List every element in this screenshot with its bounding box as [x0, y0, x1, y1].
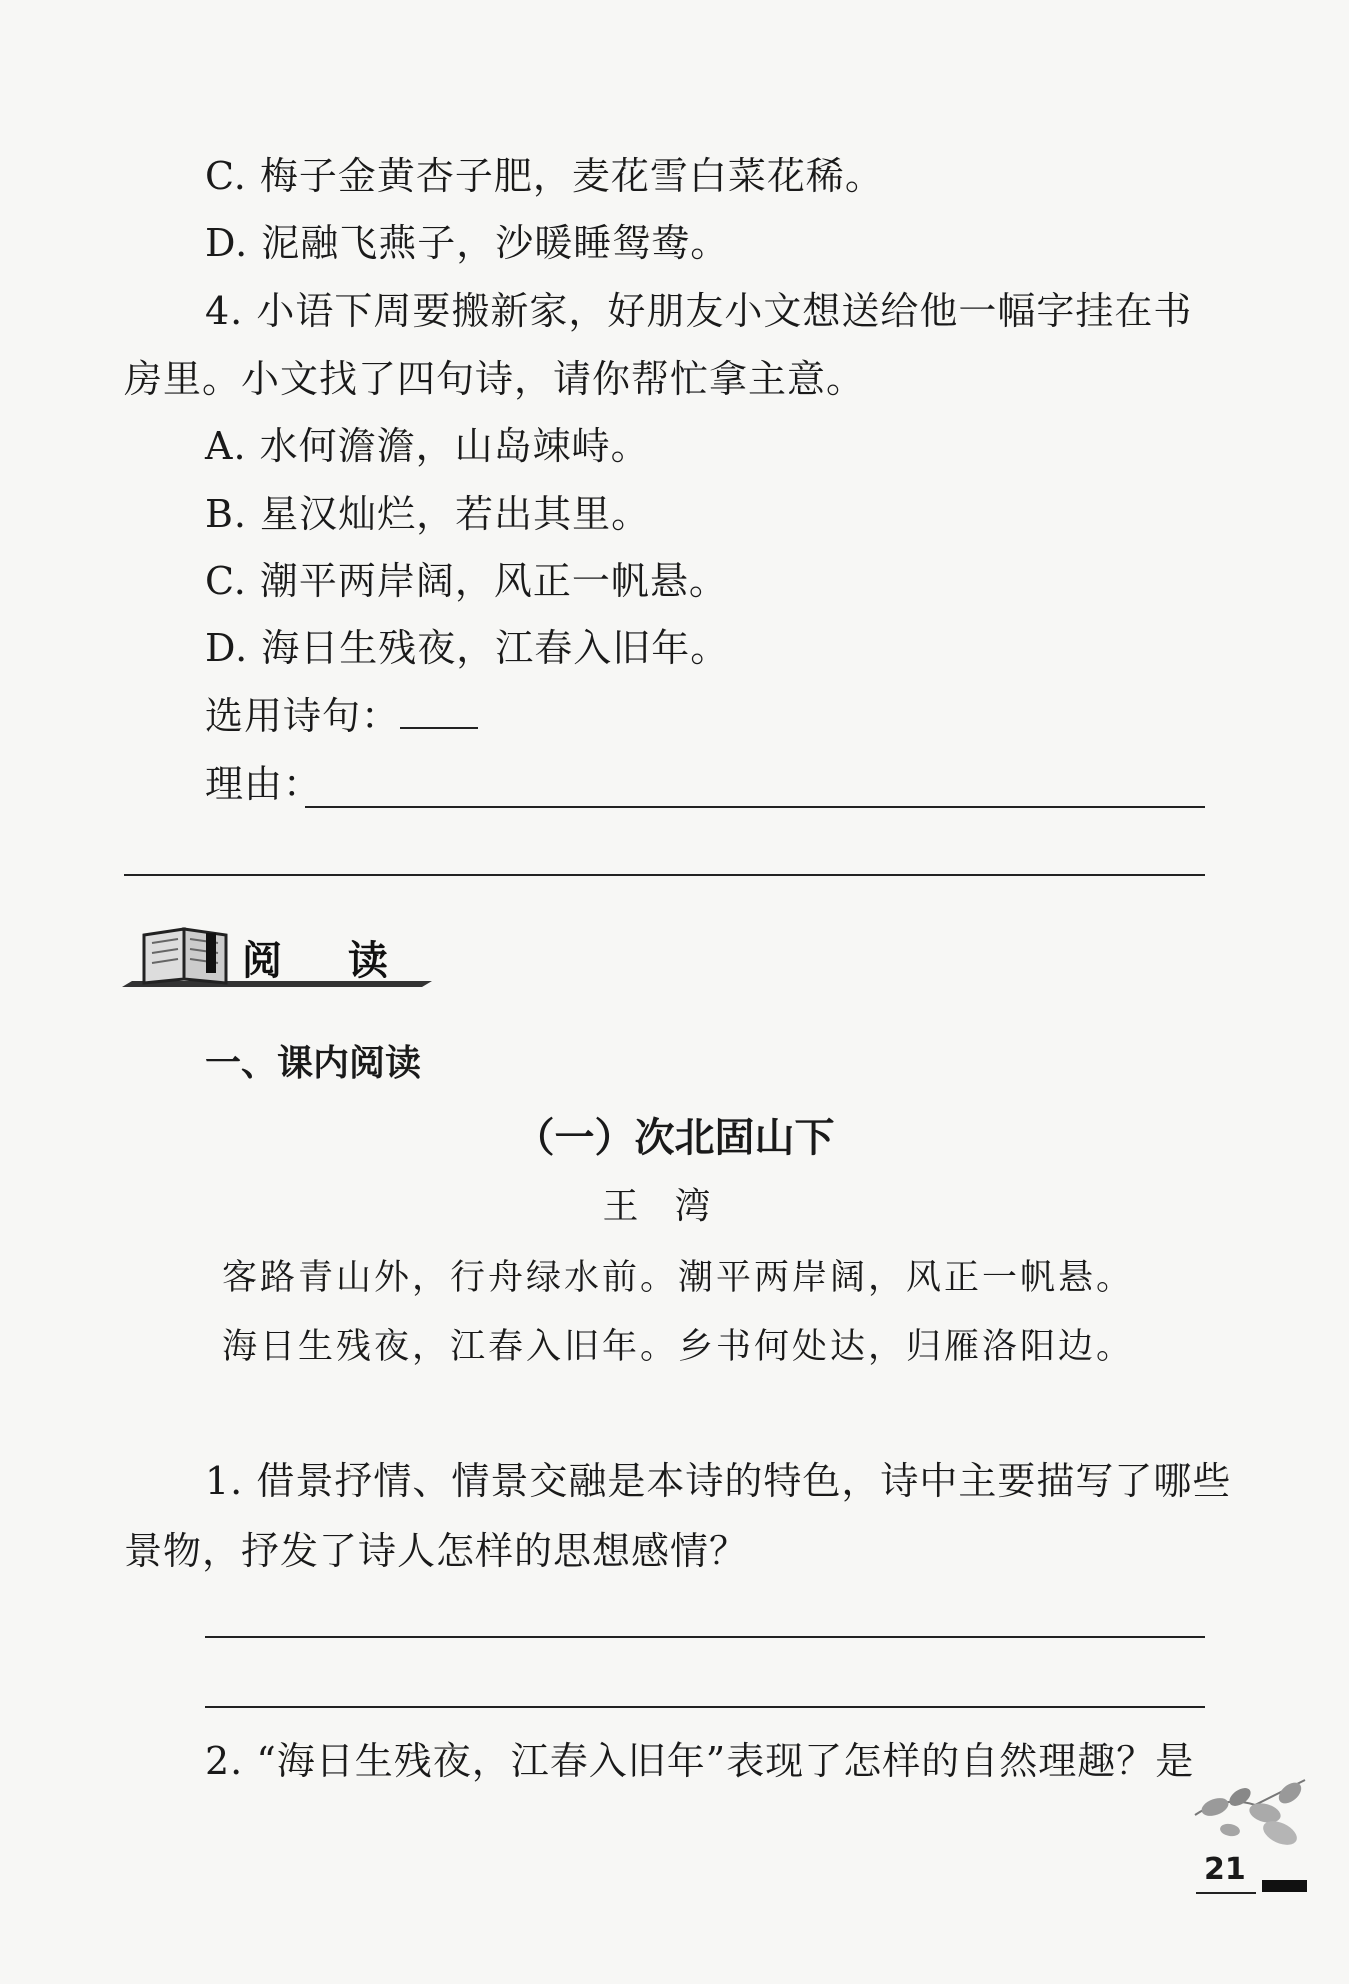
q4-option-c: C. 潮平两岸阔，风正一帆悬。	[205, 559, 728, 603]
poem-title: （一）次北固山下	[514, 1115, 835, 1161]
q1-answer-line1[interactable]	[205, 1636, 1205, 1638]
poem-author: 王湾	[602, 1186, 747, 1227]
q4-prompt-line2: 房里。小文找了四句诗，请你帮忙拿主意。	[124, 357, 866, 401]
reading-section-banner	[122, 925, 432, 990]
poem-line-1: 客路青山外，行舟绿水前。潮平两岸阔，风正一帆悬。	[222, 1258, 1135, 1298]
q4-reason-blank-line2[interactable]	[124, 874, 1205, 876]
q2-prompt-line1: 2. “海日生残夜，江春入旧年”表现了怎样的自然理趣？是	[205, 1739, 1195, 1783]
q4-choice-row	[205, 692, 478, 740]
q4-prompt-line1: 4. 小语下周要搬新家，好朋友小文想送给他一幅字挂在书	[205, 289, 1193, 333]
page-number-tab	[1262, 1880, 1307, 1892]
page-number-underline	[1196, 1892, 1256, 1894]
q4-reason-blank-line1[interactable]	[305, 806, 1205, 808]
q3-option-c: C. 梅子金黄杏子肥，麦花雪白菜花稀。	[205, 154, 884, 198]
q1-answer-line2[interactable]	[205, 1706, 1205, 1708]
q4-option-d: D. 海日生残夜，江春入旧年。	[205, 626, 730, 670]
q3-option-d: D. 泥融飞燕子，沙暖睡鸳鸯。	[205, 221, 730, 265]
q1-prompt-line2: 景物，抒发了诗人怎样的思想感情？	[124, 1529, 749, 1573]
q4-choice-blank[interactable]	[400, 693, 478, 729]
q1-prompt-line1: 1. 借景抒情、情景交融是本诗的特色，诗中主要描写了哪些	[205, 1459, 1232, 1503]
q4-option-a: A. 水何澹澹，山岛竦峙。	[205, 424, 650, 468]
q4-option-b: B. 星汉灿烂，若出其里。	[205, 492, 651, 536]
reading-section-title: 阅 读	[242, 938, 414, 984]
poem-line-2: 海日生残夜，江春入旧年。乡书何处达，归雁洛阳边。	[222, 1327, 1135, 1367]
in-class-reading-heading: 一、课内阅读	[205, 1043, 422, 1084]
leaf-decoration-icon	[1185, 1775, 1310, 1850]
q4-reason-label: 理由：	[205, 762, 323, 806]
q4-choice-label: 选用诗句：	[205, 694, 401, 738]
page-number: 21	[1204, 1852, 1246, 1887]
